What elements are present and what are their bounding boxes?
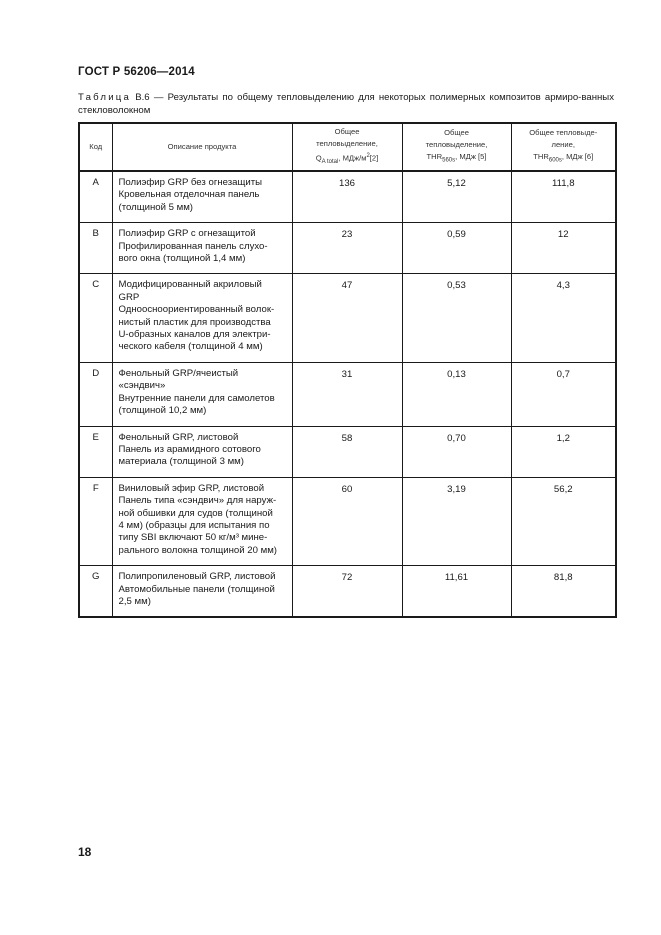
description-line: Внутренние панели для самолетов — [118, 392, 275, 404]
table-row — [79, 566, 616, 618]
cell-thr-600s: 81,8 — [511, 566, 616, 618]
cell-thr-600s: 56,2 — [511, 477, 616, 565]
cell-thr-600s: 1,2 — [511, 426, 616, 477]
table-row — [79, 171, 616, 223]
table-row — [79, 362, 616, 426]
description-line: Одноосноориентированный волок- — [118, 304, 275, 316]
description-line: Панель типа «сэндвич» для наруж- — [118, 495, 277, 507]
header-total-heat-release-thr600: Общее тепловыде- ление, $THR_{600s}$, МДж [6] — [511, 123, 616, 171]
cell-description — [112, 274, 292, 362]
description-line: 4 мм) (образцы для испытания по — [118, 519, 270, 531]
cell-code: D — [79, 362, 112, 426]
cell-description — [112, 566, 292, 618]
cell-thr-600s: 12 — [511, 223, 616, 274]
description-line: Модифицированный акриловый — [118, 279, 262, 291]
cell-description — [112, 426, 292, 477]
cell-thr-560s: 0,70 — [402, 426, 511, 477]
description-line: (толщиной 5 мм) — [118, 201, 194, 213]
cell-code: B — [79, 223, 112, 274]
document-standard-header: ГОСТ Р 56206—2014 — [78, 66, 195, 78]
description-line: Виниловый эфир GRP, листовой — [118, 482, 265, 494]
cell-q-total: 23 — [292, 223, 402, 274]
caption-number: В.6 — [135, 92, 150, 103]
cell-thr-600s: 111,8 — [511, 171, 616, 223]
cell-thr-560s: 0,59 — [402, 223, 511, 274]
cell-thr-560s: 3,19 — [402, 477, 511, 565]
table-caption — [78, 92, 614, 117]
cell-q-total: 47 — [292, 274, 402, 362]
description-line: 2,5 мм) — [118, 595, 151, 607]
description-line: Полиэфир GRP с огнезащитой — [118, 228, 256, 240]
table-row — [79, 426, 616, 477]
description-line: Кровельная отделочная панель — [118, 189, 260, 201]
description-line: Полипропиленовый GRP, листовой — [118, 571, 276, 583]
cell-thr-560s: 0,53 — [402, 274, 511, 362]
cell-description — [112, 477, 292, 565]
table-row — [79, 223, 616, 274]
results-table — [78, 122, 617, 618]
cell-thr-600s: 0,7 — [511, 362, 616, 426]
description-line: вого окна (толщиной 1,4 мм) — [118, 253, 246, 265]
cell-thr-560s: 11,61 — [402, 566, 511, 618]
cell-code: C — [79, 274, 112, 362]
table-row — [79, 477, 616, 565]
header-code: Код — [79, 123, 112, 171]
description-line: U-образных каналов для электри- — [118, 329, 271, 341]
header-total-heat-release-q: Общее тепловыделение, $Q_{A total}$, МДж/$м^2[2]$ — [292, 123, 402, 171]
cell-q-total: 58 — [292, 426, 402, 477]
description-line: Панель из арамидного сотового — [118, 443, 261, 455]
cell-code: A — [79, 171, 112, 223]
description-line: Фенольный GRP/ячеистый — [118, 367, 239, 379]
description-line: типу SBI включают 50 кг/м³ мине- — [118, 532, 268, 544]
cell-description — [112, 362, 292, 426]
table-header-row — [79, 123, 616, 171]
description-line: Полиэфир GRP без огнезащиты — [118, 177, 263, 188]
cell-q-total: 60 — [292, 477, 402, 565]
cell-thr-560s: 0,13 — [402, 362, 511, 426]
header-total-heat-release-thr560: Общее тепловыделение, $THR_{560s}$, МДж [5] — [402, 123, 511, 171]
page-number: 18 — [78, 845, 92, 859]
header-description: Описание продукта — [112, 123, 292, 171]
cell-code: G — [79, 566, 112, 618]
description-line: «сэндвич» — [118, 380, 166, 392]
description-line: Профилированная панель слухо- — [118, 240, 268, 252]
caption-label: Таблица — [78, 92, 132, 103]
cell-q-total: 31 — [292, 362, 402, 426]
cell-description — [112, 171, 292, 223]
description-line: GRP — [118, 291, 140, 303]
description-line: (толщиной 10,2 мм) — [118, 405, 207, 417]
cell-code: F — [79, 477, 112, 565]
description-line: ной обшивки для судов (толщиной — [118, 507, 273, 519]
cell-q-total: 72 — [292, 566, 402, 618]
cell-thr-600s: 4,3 — [511, 274, 616, 362]
description-line: материала (толщиной 3 мм) — [118, 456, 244, 468]
cell-q-total: 136 — [292, 171, 402, 223]
description-line: нистый пластик для производства — [118, 316, 271, 328]
description-line: рального волокна толщиной 20 мм) — [118, 544, 277, 556]
cell-code: E — [79, 426, 112, 477]
description-line: Автомобильные панели (толщиной — [118, 583, 275, 595]
description-line: ческого кабеля (толщиной 4 мм) — [118, 341, 263, 353]
description-line: Фенольный GRP, листовой — [118, 431, 239, 443]
table-row — [79, 274, 616, 362]
caption-text: — Результаты по общему тепловыделению для некоторых полимерных композитов армиро-ванных стекловолокном — [78, 92, 614, 116]
cell-thr-560s: 5,12 — [402, 171, 511, 223]
cell-description — [112, 223, 292, 274]
